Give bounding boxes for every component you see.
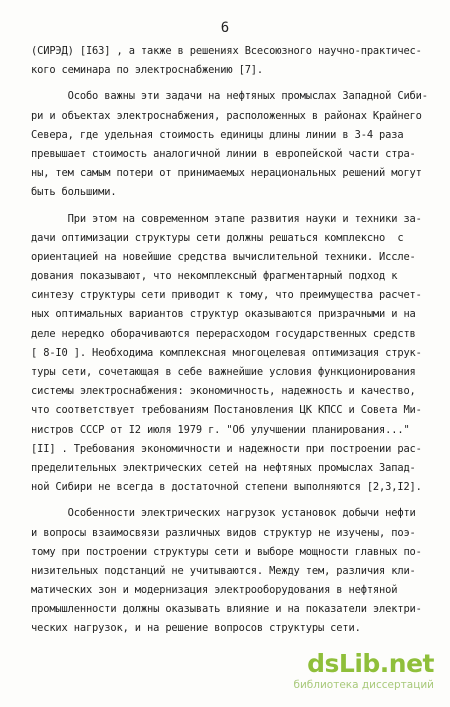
text-line: быть большими. xyxy=(31,186,117,199)
text-line: кого семинара по электроснабжению [7]. xyxy=(31,64,264,77)
page-number: 6 xyxy=(220,20,230,36)
text-line: промышленности должны оказывать влияние и на показатели электри- xyxy=(31,603,422,616)
text-line: нистров СССР от I2 июля 1979 г. "Об улучшении планирования..." xyxy=(31,423,410,436)
text-line: (СИРЭД) [I63] , а также в решениях Всесоюзного научно-практичес- xyxy=(31,45,422,57)
watermark xyxy=(288,649,438,697)
text-line: [ 8-I0 ]. Необходима комплексная многоцелевая оптимизация струк- xyxy=(31,346,422,359)
text-line: дования показывают, что некомплексный фрагментарный подход к xyxy=(31,270,398,283)
text-line: матических зон и модернизация электрооборудования в нефтяной xyxy=(31,584,398,597)
text-line: дачи оптимизации структуры сети должны решаться комплексно с xyxy=(31,231,404,244)
paragraph xyxy=(31,42,431,80)
text-line: и вопросы взаимосвязи различных видов структур не изучены, поэ- xyxy=(31,526,416,539)
text-line: Особо важны эти задачи на нефтяных промыслах Западной Сиби- xyxy=(31,90,428,103)
paragraph xyxy=(31,504,431,638)
text-line: ной Сибири не всегда в достаточной степени выполняются [2,3,I2]. xyxy=(31,481,422,494)
text-line: что соответствует требованиям Постановления ЦК КПСС и Совета Ми- xyxy=(31,404,422,417)
paragraph xyxy=(31,210,431,498)
text-line: ри и объектах электроснабжения, расположенных в районах Крайнего xyxy=(31,109,422,122)
watermark-logo: dsLib.net xyxy=(307,649,434,678)
text-line: ны, тем самым потери от принимаемых нерациональных решений могут xyxy=(31,167,422,180)
text-line: превышает стоимость аналогичной линии в европейской части стра- xyxy=(31,147,416,160)
watermark-subtitle: библиотека диссертаций xyxy=(293,679,434,691)
text-line: тому при построении структуры сети и выборе мощности главных по- xyxy=(31,545,422,558)
text-line: низительных подстанций не учитываются. Между тем, различия кли- xyxy=(31,564,416,577)
text-line: При этом на современном этапе развития науки и техники за- xyxy=(31,212,422,225)
text-line: ных оптимальных вариантов структур оказываются призрачными и на xyxy=(31,308,416,321)
paragraph xyxy=(31,87,431,202)
text-line: Севера, где удельная стоимость единицы длины линии в 3-4 раза xyxy=(31,128,404,141)
text-line: ориентацией на новейшие средства вычислительной техники. Иссле- xyxy=(31,250,416,263)
text-line: Особенности электрических нагрузок установок добычи нефти xyxy=(31,507,416,520)
text-line: синтезу структуры сети приводит к тому, что преимущества расчет- xyxy=(31,289,422,302)
text-line: пределительных электрических сетей на нефтяных промыслах Запад- xyxy=(31,461,416,474)
body-text xyxy=(31,42,431,639)
text-line: деле нередко оборачиваются перерасходом государственных средств xyxy=(31,327,416,340)
text-line: туры сети, сочетающая в себе важнейшие условия функционирования xyxy=(31,366,416,378)
text-line: системы электроснабжения: экономичность, надежность и качество, xyxy=(31,385,416,398)
text-line: ческих нагрузок, и на решение вопросов структуры сети. xyxy=(31,622,361,635)
text-line: [II] . Требования экономичности и надежности при построении рас- xyxy=(31,442,422,455)
